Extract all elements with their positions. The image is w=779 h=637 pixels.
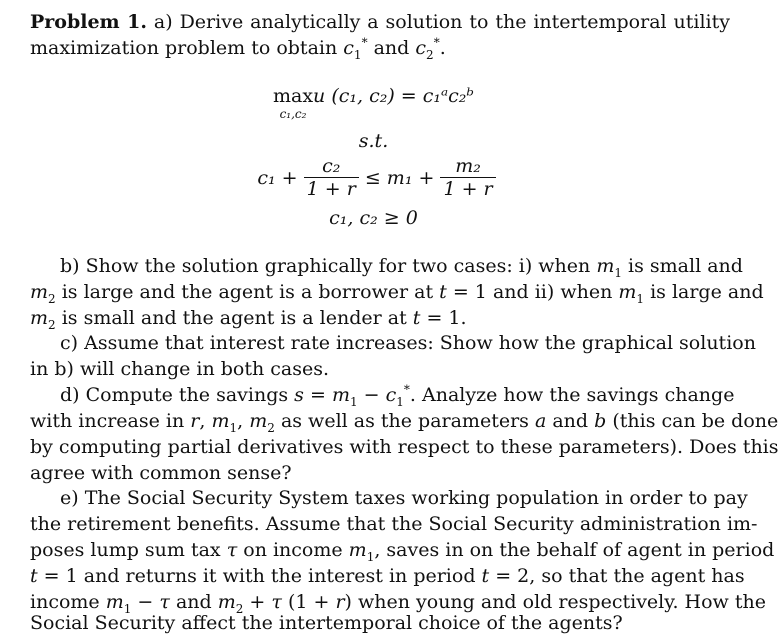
part-b-line-1: b) Show the solution graphically for two cases: i) when $m_1$ is small and	[60, 255, 743, 280]
part-e-line-3: poses lump sum tax τ on income $m_1$, saves in on the behalf of agent in period	[30, 539, 775, 564]
part-d-line-1: d) Compute the savings $s = m_1 - c_1^*$. Analyze how the savings change	[60, 382, 735, 409]
problem-title: Problem 1.	[30, 11, 147, 33]
part-d-line-3: by computing partial derivatives with respect to these parameters). Does this	[30, 436, 779, 458]
max-subscript: c₁,c₂	[279, 107, 307, 121]
objective-equation	[0, 84, 757, 120]
part-e-line-6: Social Security affect the intertemporal choice of the agents?	[30, 612, 623, 634]
part-b-line-3: $m_2$ is small and the agent is a lender at t = 1.	[30, 307, 467, 332]
part-a-line-2: maximization problem to obtain $c_1^*$ and $c_2^*$.	[30, 35, 446, 62]
part-a-text-2: maximization problem to obtain	[30, 37, 338, 59]
part-e-line-1: e) The Social Security System taxes working population in order to pay	[60, 487, 748, 509]
part-e-line-4: t = 1 and returns it with the interest in period t = 2, so that the agent has	[30, 565, 745, 587]
constraint-lhs: c₁ +	[257, 166, 298, 189]
part-e-line-5: income $m_1 - \tau$ and $m_2 + \tau$ (1 + r) when young and old respectively. How the	[30, 591, 766, 616]
part-e-line-2: the retirement benefits. Assume that the Social Security administration im-	[30, 513, 758, 535]
constraint-mid: ≤ m₁ +	[364, 166, 435, 189]
part-d-line-2: with increase in r, $m_1$, $m_2$ as well as the parameters a and b (this can be done	[30, 410, 779, 435]
objective-expression: u (c₁, c₂) = c₁ᵃc₂ᵇ	[313, 85, 474, 107]
part-c-line-2: in b) will change in both cases.	[30, 358, 330, 380]
part-a-and: and	[373, 37, 410, 59]
part-a-text-1: a) Derive analytically a solution to the intertemporal utility	[153, 11, 730, 33]
part-a-line-1	[30, 9, 730, 35]
part-c-line-1: c) Assume that interest rate increases: Show how the graphical solution	[60, 332, 756, 354]
budget-constraint	[0, 155, 757, 200]
subject-to: s.t.	[358, 130, 389, 152]
nonnegativity-constraint: c₁, c₂ ≥ 0	[329, 207, 418, 229]
part-d-line-4: agree with common sense?	[30, 462, 292, 484]
fraction-c2-over-1-plus-r: $\frac{\text{c₂}}{1 + r}$	[304, 155, 359, 200]
fraction-m2-over-1-plus-r: $\frac{\text{m₂}}{1 + r}$	[440, 155, 495, 200]
max-operator: max c₁,c₂	[272, 85, 314, 121]
part-b-line-2: $m_2$ is large and the agent is a borrower at t = 1 and ii) when $m_1$ is large and	[30, 281, 764, 306]
